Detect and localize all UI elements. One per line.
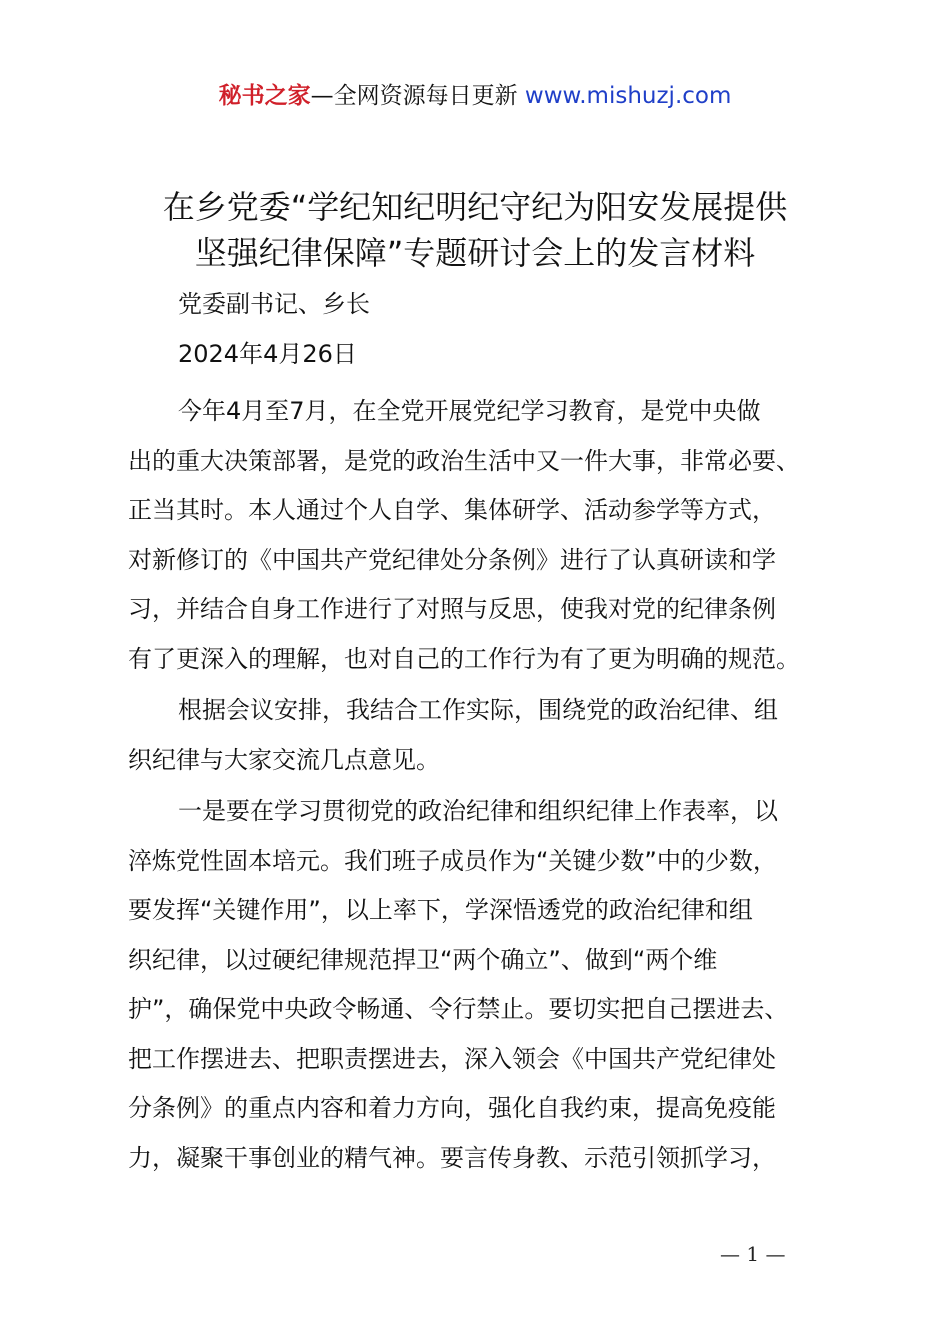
paragraph-line: 淬炼党性固本培元。我们班子成员作为“关键少数”中的少数， — [128, 846, 777, 875]
paragraph-line: 织纪律与大家交流几点意见。 — [128, 745, 440, 774]
paragraph-line: 一是要在学习贯彻党的政治纪律和组织纪律上作表率，以 — [178, 797, 778, 825]
document-body — [128, 387, 840, 1185]
paragraph-line: 习，并结合自身工作进行了对照与反思，使我对党的纪律条例 — [128, 595, 776, 623]
paragraph-line: 有了更深入的理解，也对自己的工作行为有了更为明确的规范。 — [128, 644, 800, 673]
paragraph-2 — [128, 686, 840, 785]
paragraph-line: 出的重大决策部署，是党的政治生活中又一件大事，非常必要、 — [128, 446, 800, 475]
paragraph-line: 正当其时。本人通过个人自学、集体研学、活动参学等方式， — [128, 496, 776, 524]
paragraph-line: 护”，确保党中央政令畅通、令行禁止。要切实把自己摆进去、 — [128, 995, 789, 1023]
date-line: 2024年4月26日 — [178, 340, 357, 368]
site-brand: 秘书之家 — [218, 83, 311, 109]
author-line: 党委副书记、乡长 — [178, 290, 370, 318]
site-url-link[interactable]: www.mishuzj.com — [524, 83, 732, 109]
paragraph-line: 对新修订的《中国共产党纪律处分条例》进行了认真研读和学 — [128, 545, 776, 574]
paragraph-line: 把工作摆进去、把职责摆进去，深入领会《中国共产党纪律处 — [128, 1044, 776, 1073]
paragraph-line: 今年4月至7月，在全党开展党纪学习教育，是党中央做 — [178, 397, 761, 425]
document-title — [60, 184, 890, 276]
paragraph-line: 根据会议安排，我结合工作实际，围绕党的政治纪律、组 — [178, 696, 778, 724]
paragraph-line: 织纪律，以过硬纪律规范捍卫“两个确立”、做到“两个维 — [128, 945, 718, 974]
page-number: — 1 — — [720, 1242, 786, 1266]
title-line-1: 在乡党委“学纪知纪明纪守纪为阳安发展提供 — [162, 188, 788, 226]
paragraph-1 — [128, 387, 840, 684]
paragraph-line: 分条例》的重点内容和着力方向，强化自我约束，提高免疫能 — [128, 1094, 776, 1122]
paragraph-3 — [128, 787, 840, 1183]
paragraph-line: 要发挥“关键作用”，以上率下，学深悟透党的政治纪律和组 — [128, 896, 753, 924]
site-slogan: —全网资源每日更新 — [310, 83, 525, 109]
site-header — [0, 80, 950, 112]
title-line-2: 坚强纪律保障”专题研讨会上的发言材料 — [194, 234, 756, 272]
paragraph-line: 力，凝聚干事创业的精气神。要言传身教、示范引领抓学习， — [128, 1143, 776, 1172]
